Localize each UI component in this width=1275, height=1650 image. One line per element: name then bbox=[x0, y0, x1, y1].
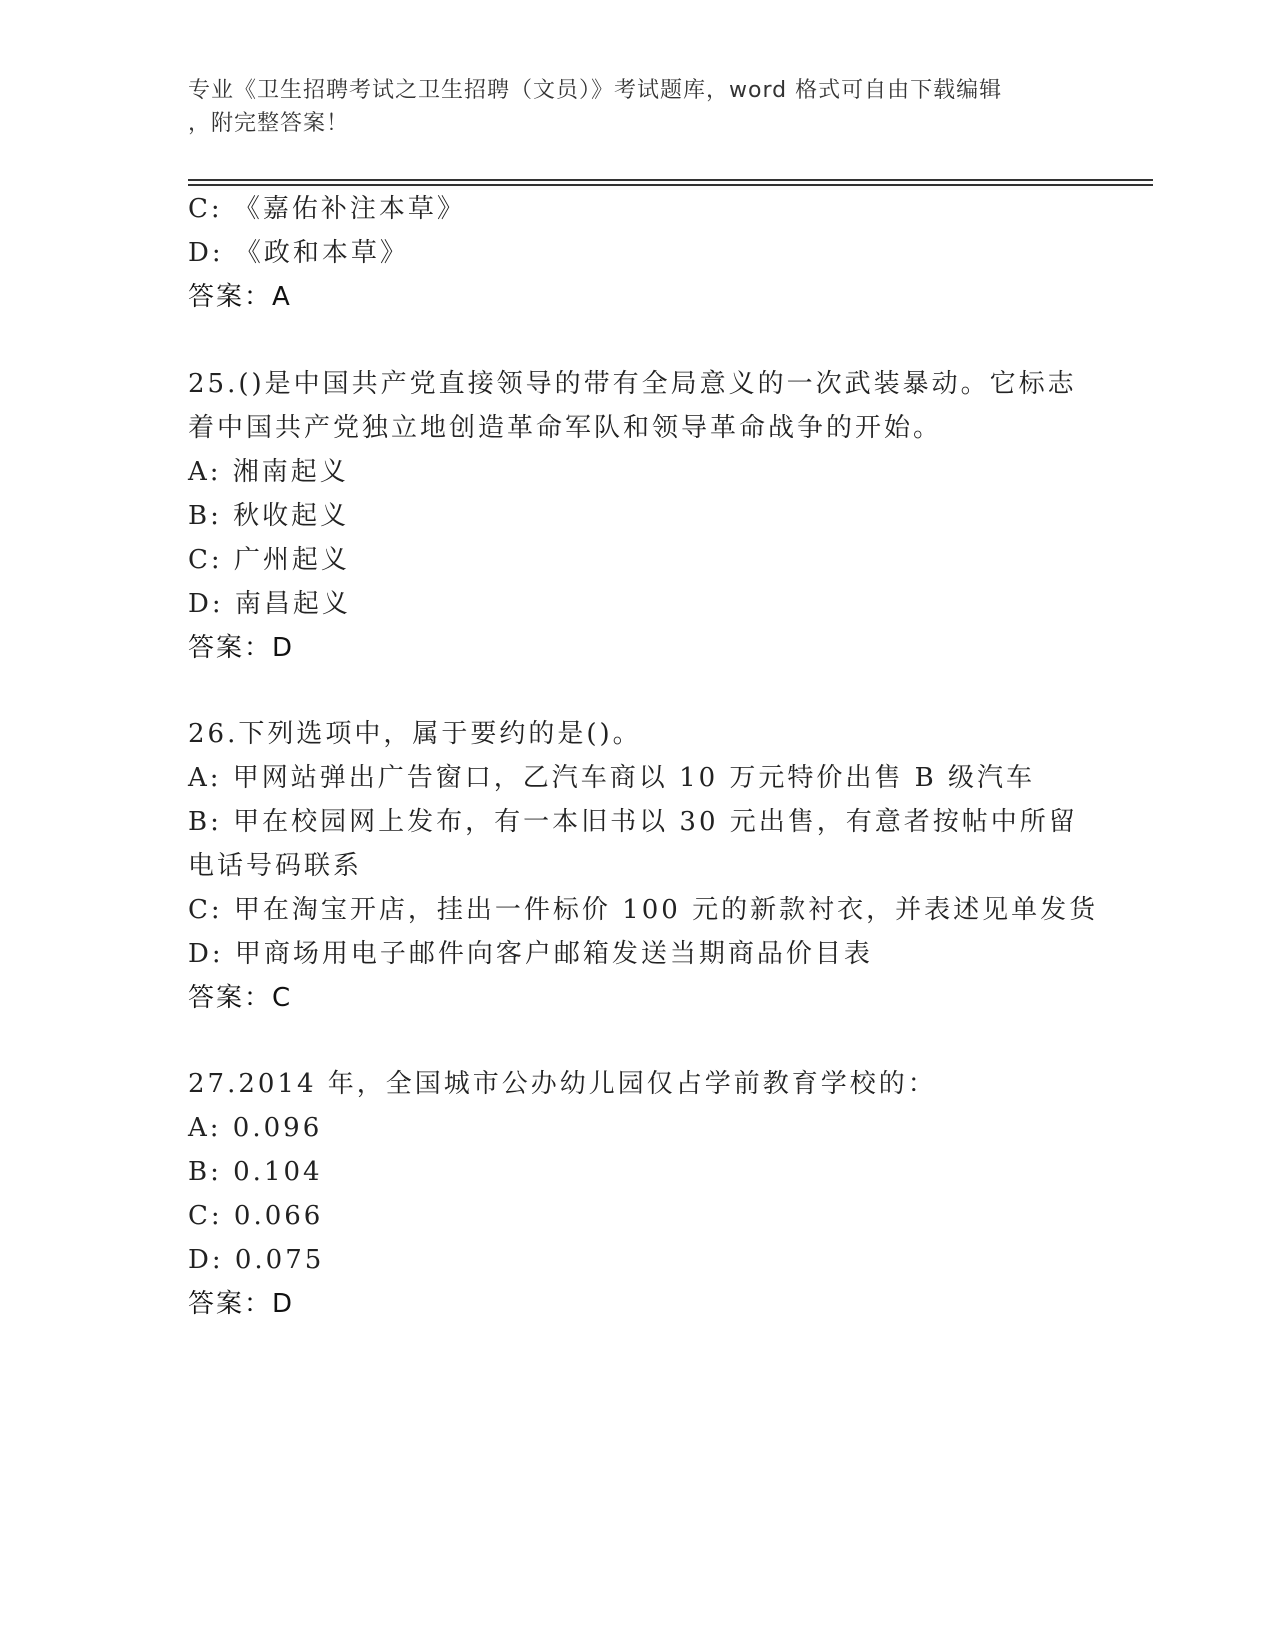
header-divider-top bbox=[188, 179, 1153, 181]
q27-option-d: D: 0.075 bbox=[188, 1245, 325, 1275]
prev-answer: 答案：A bbox=[188, 282, 292, 312]
q25-option-a: A: 湘南起义 bbox=[188, 457, 349, 487]
q26-answer: 答案：C bbox=[188, 983, 293, 1013]
q26-option-b-continued: 电话号码联系 bbox=[188, 851, 363, 881]
q26-option-d: D: 甲商场用电子邮件向客户邮箱发送当期商品价目表 bbox=[188, 939, 873, 969]
q27-stem: 27.2014 年，全国城市公办幼儿园仅占学前教育学校的： bbox=[188, 1069, 937, 1099]
q27-answer: 答案：D bbox=[188, 1289, 295, 1319]
prev-option-c: C: 《嘉佑补注本草》 bbox=[188, 194, 466, 224]
q25-stem-line-1: 25.()是中国共产党直接领导的带有全局意义的一次武装暴动。它标志 bbox=[188, 369, 1077, 399]
q25-stem-line-2: 着中国共产党独立地创造革命军队和领导革命战争的开始。 bbox=[188, 413, 943, 443]
q27-option-a: A: 0.096 bbox=[188, 1113, 323, 1143]
q26-stem: 26.下列选项中，属于要约的是()。 bbox=[188, 719, 642, 749]
q26-option-b: B: 甲在校园网上发布，有一本旧书以 30 元出售，有意者按帖中所留 bbox=[188, 807, 1078, 837]
q26-option-c: C: 甲在淘宝开店，挂出一件标价 100 元的新款衬衣，并表述见单发货 bbox=[188, 895, 1099, 925]
document-header bbox=[188, 74, 1068, 140]
q25-option-d: D: 南昌起义 bbox=[188, 589, 351, 619]
q25-option-c: C: 广州起义 bbox=[188, 545, 350, 575]
q27-option-b: B: 0.104 bbox=[188, 1157, 323, 1187]
q25-answer: 答案：D bbox=[188, 633, 295, 663]
q27-option-c: C: 0.066 bbox=[188, 1201, 324, 1231]
q25-option-b: B: 秋收起义 bbox=[188, 501, 350, 531]
header-line-1: 专业《卫生招聘考试之卫生招聘（文员）》考试题库，word 格式可自由下载编辑 bbox=[188, 78, 1003, 103]
header-line-2: ，附完整答案！ bbox=[188, 111, 350, 136]
prev-option-d: D: 《政和本草》 bbox=[188, 238, 409, 268]
header-divider-bottom bbox=[188, 184, 1153, 186]
q26-option-a: A: 甲网站弹出广告窗口，乙汽车商以 10 万元特价出售 B 级汽车 bbox=[188, 763, 1036, 793]
